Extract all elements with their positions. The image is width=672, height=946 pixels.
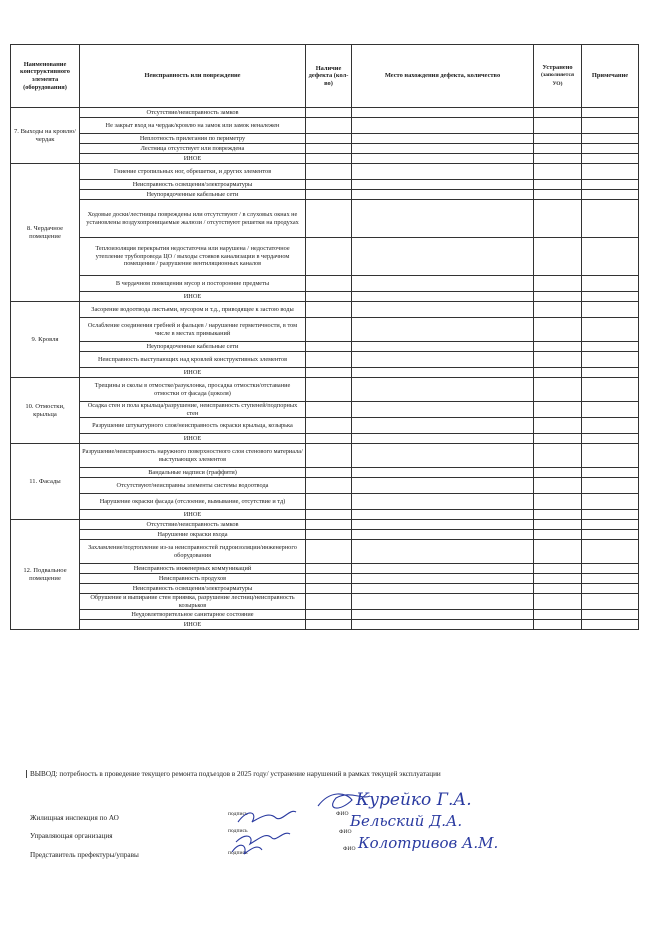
table-row: [11, 402, 639, 418]
fault-description: ИНОЕ: [80, 368, 306, 378]
fixed-cell[interactable]: [534, 610, 582, 620]
table-row: [11, 190, 639, 200]
location-cell[interactable]: [352, 620, 534, 630]
section-title: 9. Кровля: [11, 302, 80, 378]
table-row: [11, 318, 639, 342]
header-remarks: Примечание: [582, 45, 639, 108]
fault-description: Неплотность прилегания по периметру: [80, 134, 306, 144]
fault-description: Нарушение окраски фасада (отслоение, вымывание, отсутствие и тд): [80, 494, 306, 510]
inspection-sheet: [10, 44, 638, 630]
defect-count-cell[interactable]: [306, 238, 352, 276]
fixed-cell[interactable]: [534, 378, 582, 402]
defect-count-cell[interactable]: [306, 564, 352, 574]
fault-description: Неисправность освещения/электроарматуры: [80, 584, 306, 594]
location-cell[interactable]: [352, 134, 534, 144]
fault-description: Осадка стен и пола крыльца/разрушение, неисправность ступеней/подпорных стен: [80, 402, 306, 418]
location-cell[interactable]: [352, 200, 534, 238]
signature-label-prefecture: Представитель префектуры/управы: [30, 851, 139, 859]
fault-description: Неудовлетворительное санитарное состояние: [80, 610, 306, 620]
fixed-cell[interactable]: [534, 238, 582, 276]
location-cell[interactable]: [352, 190, 534, 200]
fault-description: Неисправность выступающих над кровлей конструктивных элементов: [80, 352, 306, 368]
header-fixed: [534, 45, 582, 108]
fixed-cell[interactable]: [534, 154, 582, 164]
location-cell[interactable]: [352, 564, 534, 574]
location-cell[interactable]: [352, 302, 534, 318]
defect-count-cell[interactable]: [306, 368, 352, 378]
location-cell[interactable]: [352, 510, 534, 520]
remarks-cell[interactable]: [582, 378, 639, 402]
table-row: [11, 418, 639, 434]
fixed-cell[interactable]: [534, 434, 582, 444]
signature-scribble-2: [236, 833, 290, 844]
remarks-cell[interactable]: [582, 108, 639, 118]
remarks-cell[interactable]: [582, 444, 639, 468]
location-cell[interactable]: [352, 180, 534, 190]
defect-count-cell[interactable]: [306, 118, 352, 134]
location-cell[interactable]: [352, 610, 534, 620]
location-cell[interactable]: [352, 342, 534, 352]
table-row: [11, 434, 639, 444]
location-cell[interactable]: [352, 494, 534, 510]
header-fixed-note: (заполняется УО): [541, 72, 574, 87]
remarks-cell[interactable]: [582, 620, 639, 630]
remarks-cell[interactable]: [582, 520, 639, 530]
table-row: [11, 520, 639, 530]
remarks-cell[interactable]: [582, 238, 639, 276]
remarks-cell[interactable]: [582, 276, 639, 292]
location-cell[interactable]: [352, 574, 534, 584]
signature-caption-3: подпись: [228, 850, 248, 856]
fixed-cell[interactable]: [534, 190, 582, 200]
fault-description: Ослабление соединения гребней и фальцев / нарушение герметичности, в том числе в местах примыканий: [80, 318, 306, 342]
fixed-cell[interactable]: [534, 418, 582, 434]
fixed-cell[interactable]: [534, 402, 582, 418]
section-title: 10. Отмостки, крыльца: [11, 378, 80, 444]
table-header-row: [11, 45, 639, 108]
defect-count-cell[interactable]: [306, 164, 352, 180]
defect-count-cell[interactable]: [306, 418, 352, 434]
table-row: [11, 200, 639, 238]
table-row: [11, 574, 639, 584]
section-title: 8. Чердачное помещение: [11, 164, 80, 302]
fixed-cell[interactable]: [534, 468, 582, 478]
remarks-cell[interactable]: [582, 164, 639, 180]
remarks-cell[interactable]: [582, 144, 639, 154]
defect-count-cell[interactable]: [306, 444, 352, 468]
table-row: [11, 154, 639, 164]
table-row: [11, 444, 639, 468]
fault-description: Гниение стропильных ног, обрешетки, и других элементов: [80, 164, 306, 180]
remarks-cell[interactable]: [582, 118, 639, 134]
defect-count-cell[interactable]: [306, 318, 352, 342]
location-cell[interactable]: [352, 352, 534, 368]
location-cell[interactable]: [352, 318, 534, 342]
table-row: [11, 292, 639, 302]
fixed-cell[interactable]: [534, 352, 582, 368]
location-cell[interactable]: [352, 402, 534, 418]
fault-description: Вандальные надписи (граффити): [80, 468, 306, 478]
location-cell[interactable]: [352, 108, 534, 118]
fixed-cell[interactable]: [534, 342, 582, 352]
table-row: [11, 164, 639, 180]
defect-count-cell[interactable]: [306, 276, 352, 292]
location-cell[interactable]: [352, 540, 534, 564]
defect-count-cell[interactable]: [306, 594, 352, 610]
defect-count-cell[interactable]: [306, 540, 352, 564]
table-row: [11, 302, 639, 318]
handwritten-name-1: Курейко Г.А.: [356, 790, 472, 810]
table-row: [11, 368, 639, 378]
defect-count-cell[interactable]: [306, 180, 352, 190]
fio-caption-1: ФИО: [336, 811, 349, 817]
remarks-cell[interactable]: [582, 402, 639, 418]
location-cell[interactable]: [352, 520, 534, 530]
remarks-cell[interactable]: [582, 510, 639, 520]
table-row: [11, 352, 639, 368]
fixed-cell[interactable]: [534, 564, 582, 574]
table-row: [11, 530, 639, 540]
table-row: [11, 238, 639, 276]
fixed-cell[interactable]: [534, 620, 582, 630]
remarks-cell[interactable]: [582, 434, 639, 444]
section-title: 11. Фасады: [11, 444, 80, 520]
remarks-cell[interactable]: [582, 180, 639, 190]
fixed-cell[interactable]: [534, 574, 582, 584]
defect-count-cell[interactable]: [306, 610, 352, 620]
fault-description: ИНОЕ: [80, 510, 306, 520]
defect-count-cell[interactable]: [306, 402, 352, 418]
fixed-cell[interactable]: [534, 144, 582, 154]
remarks-cell[interactable]: [582, 540, 639, 564]
table-row: [11, 620, 639, 630]
defect-count-cell[interactable]: [306, 620, 352, 630]
signature-label-inspection: Жилищная инспекция по АО: [30, 814, 119, 822]
remarks-cell[interactable]: [582, 318, 639, 342]
fixed-cell[interactable]: [534, 520, 582, 530]
defect-count-cell[interactable]: [306, 434, 352, 444]
fixed-cell[interactable]: [534, 276, 582, 292]
remarks-cell[interactable]: [582, 134, 639, 144]
remarks-cell[interactable]: [582, 154, 639, 164]
fixed-cell[interactable]: [534, 594, 582, 610]
remarks-cell[interactable]: [582, 190, 639, 200]
fault-description: Теплоизоляция перекрытия недостаточна или нарушена / недостаточное утепление трубопровода ЦО / выходы стояков канализации в чердачном помещении / разрушение вентиляционных каналов: [80, 238, 306, 276]
remarks-cell[interactable]: [582, 574, 639, 584]
location-cell[interactable]: [352, 154, 534, 164]
fault-description: Трещины и сколы в отмостке/разуклонка, просадка отмостки/отставание отмостки от фасада (цоколя): [80, 378, 306, 402]
defect-count-cell[interactable]: [306, 292, 352, 302]
fault-description: ИНОЕ: [80, 292, 306, 302]
location-cell[interactable]: [352, 478, 534, 494]
signature-caption-2: подпись: [228, 828, 248, 834]
location-cell[interactable]: [352, 468, 534, 478]
header-location: Место нахождения дефекта, количество: [352, 45, 534, 108]
remarks-cell[interactable]: [582, 584, 639, 594]
header-defect-count: Наличие дефекта (кол-во): [306, 45, 352, 108]
location-cell[interactable]: [352, 594, 534, 610]
defect-count-cell[interactable]: [306, 108, 352, 118]
table-row: [11, 144, 639, 154]
fixed-cell[interactable]: [534, 292, 582, 302]
table-row: [11, 378, 639, 402]
fixed-cell[interactable]: [534, 318, 582, 342]
header-element: Наименование конструктивного элемента (оборудования): [11, 45, 80, 108]
fixed-cell[interactable]: [534, 530, 582, 540]
location-cell[interactable]: [352, 378, 534, 402]
fault-description: Захламление/подтопление из-за неисправностей гидроизоляции/инженерного оборудования: [80, 540, 306, 564]
table-row: [11, 494, 639, 510]
defect-count-cell[interactable]: [306, 144, 352, 154]
fixed-cell[interactable]: [534, 134, 582, 144]
defect-count-cell[interactable]: [306, 530, 352, 540]
table-row: [11, 610, 639, 620]
remarks-cell[interactable]: [582, 594, 639, 610]
fixed-cell[interactable]: [534, 302, 582, 318]
table-row: [11, 134, 639, 144]
fault-description: Неисправность инженерных коммуникаций: [80, 564, 306, 574]
header-fixed-label: Устранено: [542, 63, 573, 71]
location-cell[interactable]: [352, 276, 534, 292]
fault-description: Не закрыт вход на чердак/кровлю на замок или замок неналежен: [80, 118, 306, 134]
location-cell[interactable]: [352, 164, 534, 180]
fault-description: Разрушение/неисправность наружного поверхностного слоя стенового материала/выступающих элементов: [80, 444, 306, 468]
header-fault: Неисправность или повреждение: [80, 45, 306, 108]
defect-count-cell[interactable]: [306, 468, 352, 478]
defects-table: [10, 44, 639, 630]
remarks-cell[interactable]: [582, 342, 639, 352]
location-cell[interactable]: [352, 418, 534, 434]
remarks-cell[interactable]: [582, 352, 639, 368]
handwritten-name-2: Бельский Д.А.: [350, 812, 463, 830]
conclusion-text: ВЫВОД: потребность в проведение текущего ремонта подъездов в 2025 году/ устранение нарушений в рамках текущей эксплуатации: [26, 770, 441, 778]
defect-count-cell[interactable]: [306, 302, 352, 318]
defect-count-cell[interactable]: [306, 342, 352, 352]
location-cell[interactable]: [352, 530, 534, 540]
signature-caption-1: подпись: [228, 811, 248, 817]
fault-description: Засорение водоотвода листьями, мусором и т.д., приводящее к застою воды: [80, 302, 306, 318]
table-row: [11, 276, 639, 292]
fixed-cell[interactable]: [534, 510, 582, 520]
location-cell[interactable]: [352, 368, 534, 378]
remarks-cell[interactable]: [582, 292, 639, 302]
defect-count-cell[interactable]: [306, 200, 352, 238]
defect-count-cell[interactable]: [306, 574, 352, 584]
remarks-cell[interactable]: [582, 468, 639, 478]
remarks-cell[interactable]: [582, 368, 639, 378]
fio-caption-3: ФИО: [343, 846, 356, 852]
fault-description: Неисправность освещения/электроарматуры: [80, 180, 306, 190]
fault-description: Неупорядоченные кабельные сети: [80, 342, 306, 352]
signature-label-management: Управляющая организация: [30, 832, 113, 840]
fault-description: ИНОЕ: [80, 154, 306, 164]
table-row: [11, 594, 639, 610]
defect-count-cell[interactable]: [306, 134, 352, 144]
location-cell[interactable]: [352, 118, 534, 134]
remarks-cell[interactable]: [582, 564, 639, 574]
handwritten-name-3: Колотривов А.М.: [358, 834, 499, 852]
fixed-cell[interactable]: [534, 164, 582, 180]
fault-description: Нарушение окраски входа: [80, 530, 306, 540]
defect-count-cell[interactable]: [306, 378, 352, 402]
fixed-cell[interactable]: [534, 584, 582, 594]
location-cell[interactable]: [352, 144, 534, 154]
table-row: [11, 540, 639, 564]
defect-count-cell[interactable]: [306, 494, 352, 510]
remarks-cell[interactable]: [582, 418, 639, 434]
fixed-cell[interactable]: [534, 478, 582, 494]
fault-description: Лестница отсутствует или повреждена: [80, 144, 306, 154]
remarks-cell[interactable]: [582, 200, 639, 238]
fixed-cell[interactable]: [534, 108, 582, 118]
location-cell[interactable]: [352, 238, 534, 276]
table-row: [11, 584, 639, 594]
fixed-cell[interactable]: [534, 118, 582, 134]
remarks-cell[interactable]: [582, 610, 639, 620]
table-row: [11, 108, 639, 118]
location-cell[interactable]: [352, 292, 534, 302]
table-body: [11, 108, 639, 630]
fault-description: Отсутствие/неисправность замков: [80, 520, 306, 530]
fault-description: Отсутствуют/неисправны элементы системы водоотвода: [80, 478, 306, 494]
table-row: [11, 564, 639, 574]
defect-count-cell[interactable]: [306, 520, 352, 530]
fixed-cell[interactable]: [534, 368, 582, 378]
fault-description: Неисправность продухов: [80, 574, 306, 584]
fio-caption-2: ФИО: [339, 829, 352, 835]
section-title: 7. Выходы на кровлю/чердак: [11, 108, 80, 164]
remarks-cell[interactable]: [582, 494, 639, 510]
fault-description: Ходовые доски/лестницы повреждены или отсутствуют / в слуховых окнах не установлены воздухопроницаемые жалюзи / отсутствуют решетки на продухах: [80, 200, 306, 238]
fault-description: ИНОЕ: [80, 620, 306, 630]
table-row: [11, 118, 639, 134]
fault-description: Отсутствие/неисправность замков: [80, 108, 306, 118]
defect-count-cell[interactable]: [306, 584, 352, 594]
location-cell[interactable]: [352, 444, 534, 468]
defect-count-cell[interactable]: [306, 510, 352, 520]
table-row: [11, 180, 639, 190]
fixed-cell[interactable]: [534, 494, 582, 510]
fault-description: ИНОЕ: [80, 434, 306, 444]
fixed-cell[interactable]: [534, 180, 582, 190]
fault-description: Обрушение и выпирание стен приямка, разрушение лестниц/неисправность козырьков: [80, 594, 306, 610]
remarks-cell[interactable]: [582, 530, 639, 540]
defect-count-cell[interactable]: [306, 154, 352, 164]
remarks-cell[interactable]: [582, 478, 639, 494]
fault-description: Разрушение штукатурного слоя/неисправность окраски крыльца, козырька: [80, 418, 306, 434]
fixed-cell[interactable]: [534, 444, 582, 468]
defect-count-cell[interactable]: [306, 352, 352, 368]
fault-description: В чердачном помещении мусор и посторонние предметы: [80, 276, 306, 292]
table-row: [11, 468, 639, 478]
defect-count-cell[interactable]: [306, 478, 352, 494]
location-cell[interactable]: [352, 434, 534, 444]
fault-description: Неупорядоченные кабельные сети: [80, 190, 306, 200]
defect-count-cell[interactable]: [306, 190, 352, 200]
table-row: [11, 342, 639, 352]
section-title: 12. Подвальное помещение: [11, 520, 80, 630]
table-row: [11, 478, 639, 494]
location-cell[interactable]: [352, 584, 534, 594]
table-row: [11, 510, 639, 520]
remarks-cell[interactable]: [582, 302, 639, 318]
fixed-cell[interactable]: [534, 200, 582, 238]
fixed-cell[interactable]: [534, 540, 582, 564]
